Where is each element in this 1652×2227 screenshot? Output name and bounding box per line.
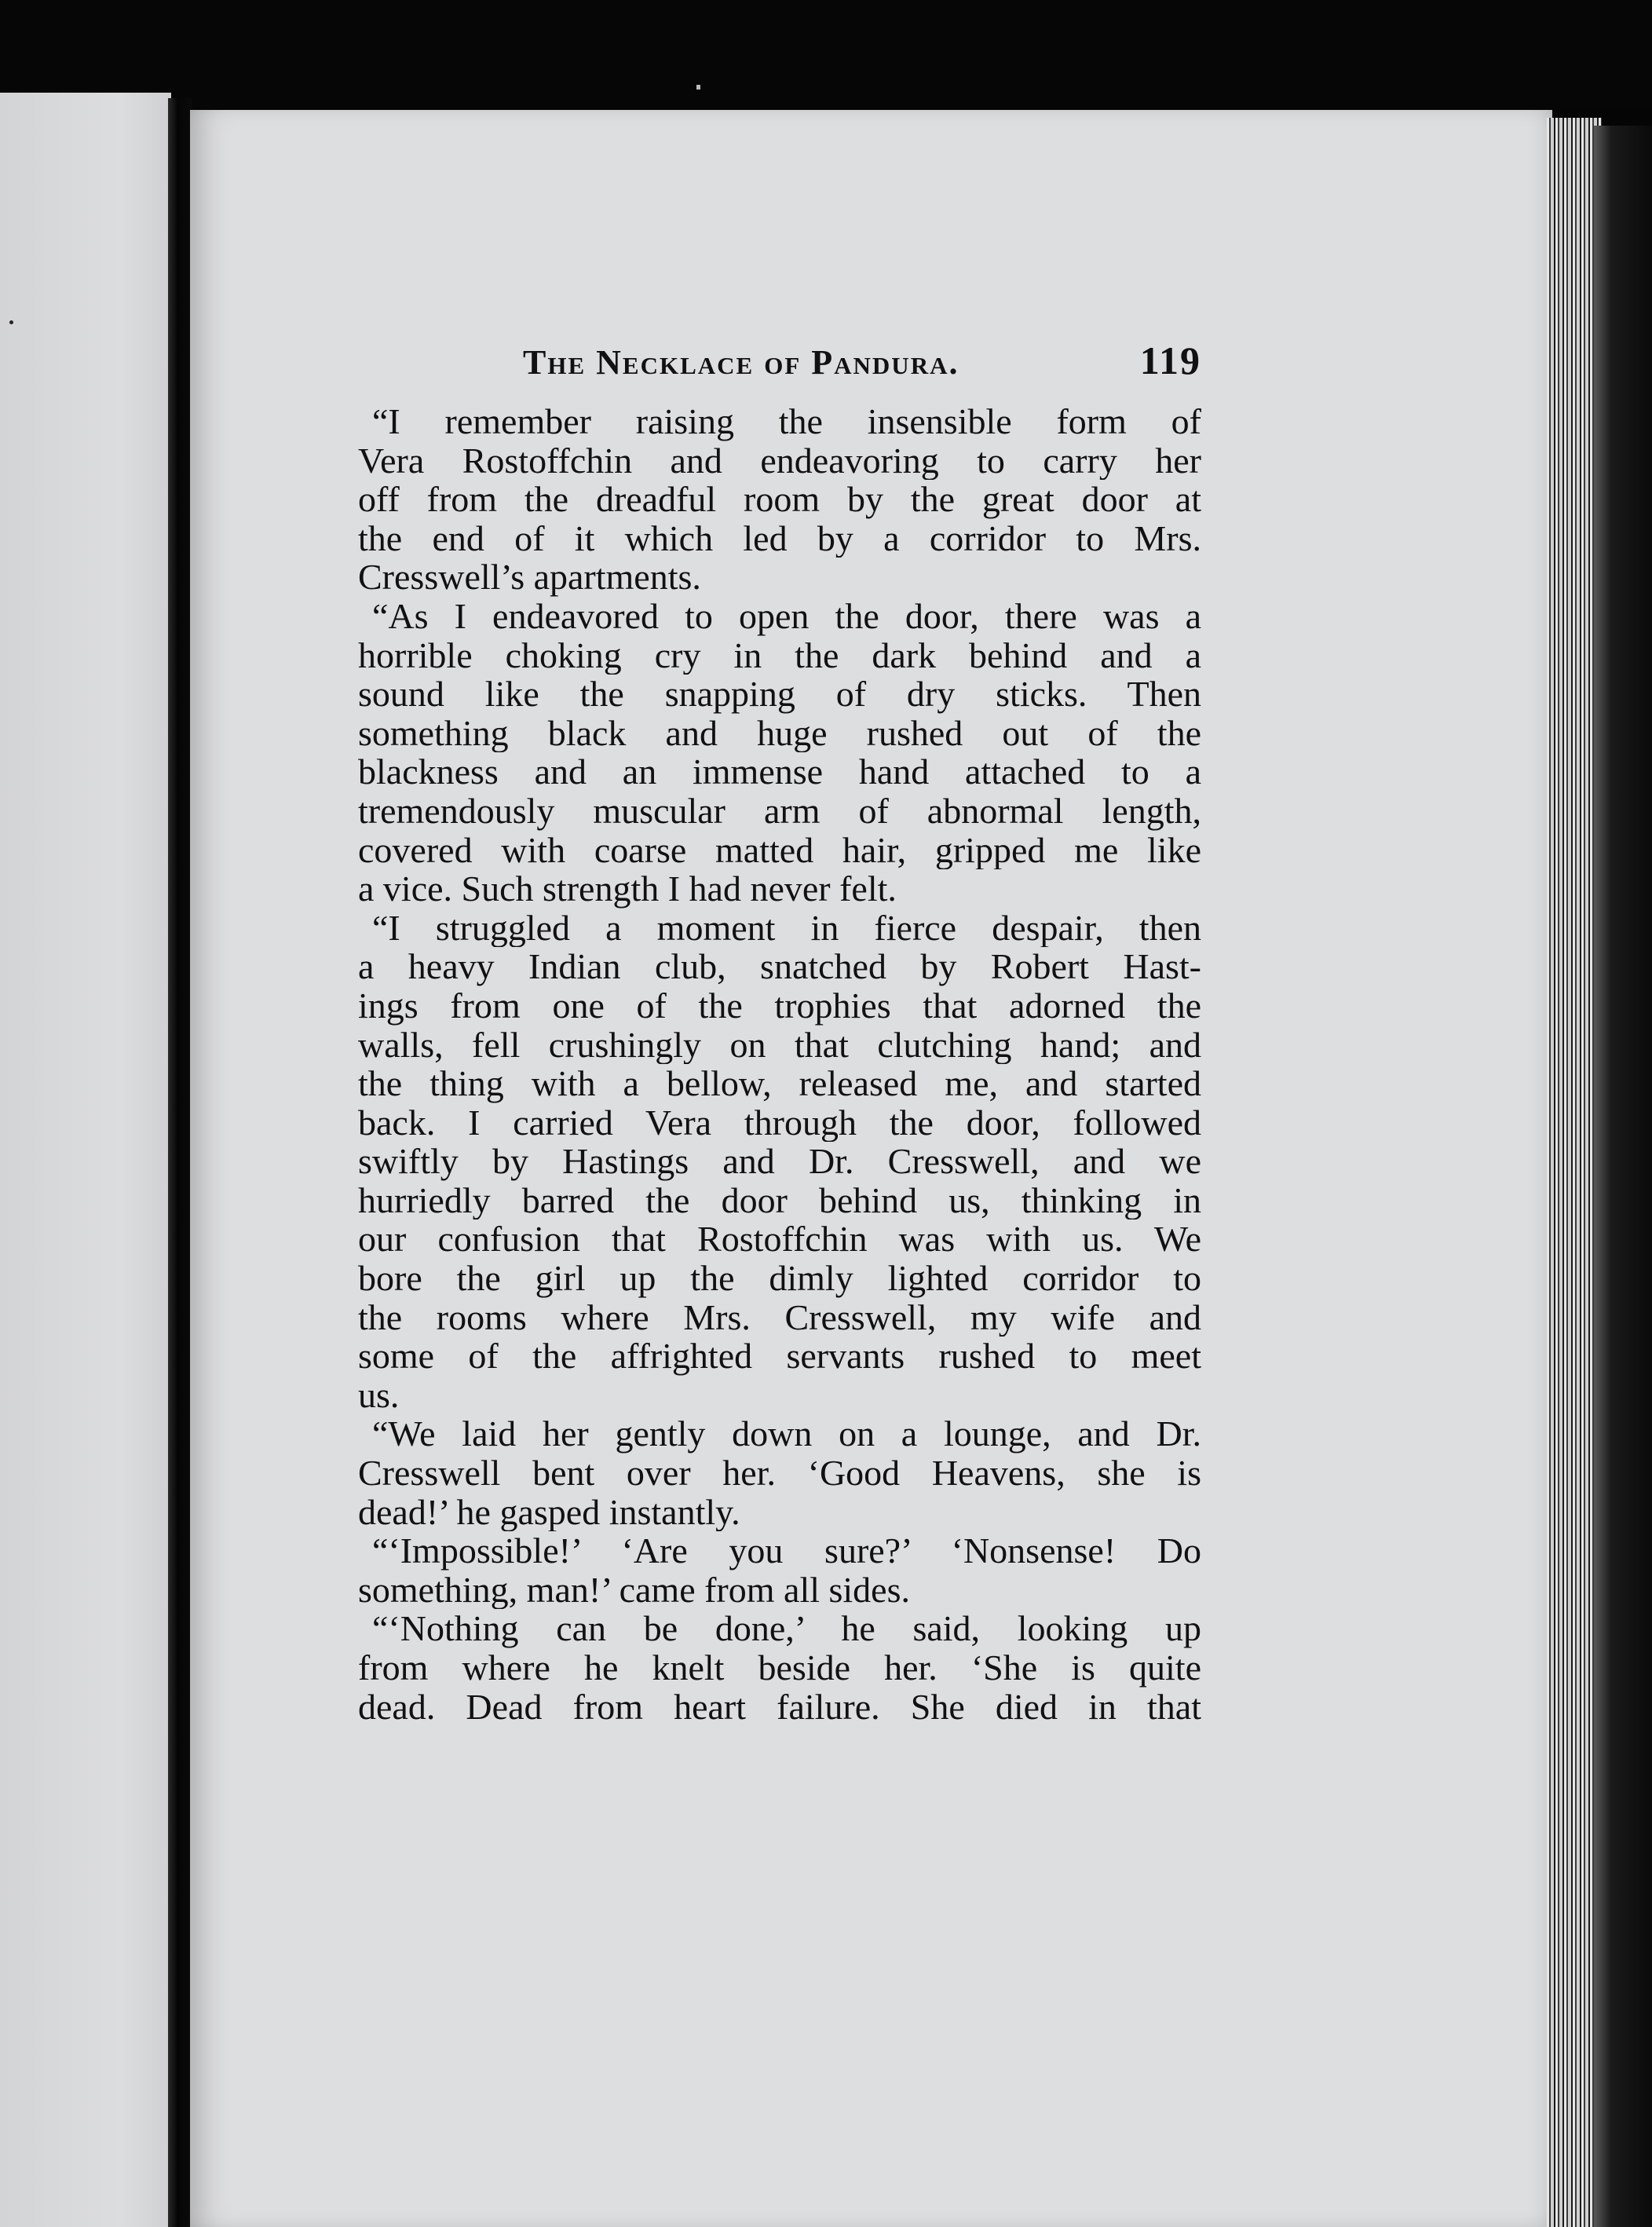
text-line: off from the dreadful room by the great door at [358, 480, 1201, 519]
text-line: swiftly by Hastings and Dr. Cresswell, and we [358, 1142, 1201, 1181]
text-line: dead!’ he gasped instantly. [358, 1492, 740, 1532]
text-line: a vice. Such strength I had never felt. [358, 869, 897, 909]
text-line: Cresswell’s apartments. [358, 558, 701, 597]
text-line: “‘Impossible!’ ‘Are you sure?’ ‘Nonsense! Do [372, 1531, 1201, 1571]
text-line: some of the affrighted servants rushed to meet [358, 1337, 1201, 1376]
scan-right-border [1594, 126, 1652, 2227]
text-line: horrible choking cry in the dark behind and a [358, 635, 1201, 675]
page-text [358, 338, 1201, 1726]
paragraph [358, 1609, 1201, 1726]
text-line: “‘Nothing can be done,’ he said, looking up [372, 1609, 1201, 1648]
page-number: 119 [1139, 338, 1201, 382]
text-line: “We laid her gently down on a lounge, and Dr. [372, 1414, 1201, 1454]
text-line: something black and huge rushed out of the [358, 713, 1201, 753]
running-head [358, 338, 1201, 402]
text-line: our confusion that Rostoffchin was with us. We [358, 1220, 1201, 1260]
book-gutter [168, 98, 192, 2227]
text-line: tremendously muscular arm of abnormal length, [358, 791, 1201, 831]
scan-speck [9, 320, 13, 324]
text-line: sound like the snapping of dry sticks. Then [358, 675, 1201, 714]
text-line: Vera Rostoffchin and endeavoring to carry her [358, 441, 1201, 481]
paragraph [358, 909, 1201, 1415]
text-line: bore the girl up the dimly lighted corridor to [358, 1259, 1201, 1298]
text-line: the end of it which led by a corridor to Mrs. [358, 518, 1201, 558]
text-line: dead. Dead from heart failure. She died in that [358, 1687, 1201, 1727]
text-line: “As I endeavored to open the door, there was a [372, 596, 1201, 636]
text-line: walls, fell crushingly on that clutching hand; and [358, 1025, 1201, 1065]
text-line: something, man!’ came from all sides. [358, 1570, 911, 1610]
text-line: Cresswell bent over her. ‘Good Heavens, she is [358, 1454, 1201, 1493]
running-title: The Necklace of Pandura. [523, 343, 959, 382]
text-line: covered with coarse matted hair, gripped me like [358, 830, 1201, 870]
paragraph [358, 1531, 1201, 1609]
text-line: the rooms where Mrs. Cresswell, my wife and [358, 1297, 1201, 1337]
text-line: a heavy Indian club, snatched by Robert Hast- [358, 947, 1201, 986]
text-line: hurriedly barred the door behind us, thinking in [358, 1180, 1201, 1220]
text-line: us. [358, 1375, 400, 1415]
paragraph [358, 402, 1201, 597]
left-facing-page [0, 93, 171, 2227]
text-line: the thing with a bellow, released me, and started [358, 1064, 1201, 1103]
text-line: “I remember raising the insensible form of [372, 402, 1201, 441]
scan-top-border [0, 0, 1652, 110]
paragraph [358, 1414, 1201, 1531]
text-line: from where he knelt beside her. ‘She is quite [358, 1648, 1201, 1688]
text-line: back. I carried Vera through the door, followed [358, 1103, 1201, 1143]
scan-speck [696, 85, 700, 90]
text-line: “I struggled a moment in fierce despair, then [372, 908, 1201, 948]
paragraph [358, 597, 1201, 909]
text-line: ings from one of the trophies that adorned the [358, 986, 1201, 1026]
text-line: blackness and an immense hand attached to a [358, 752, 1201, 792]
